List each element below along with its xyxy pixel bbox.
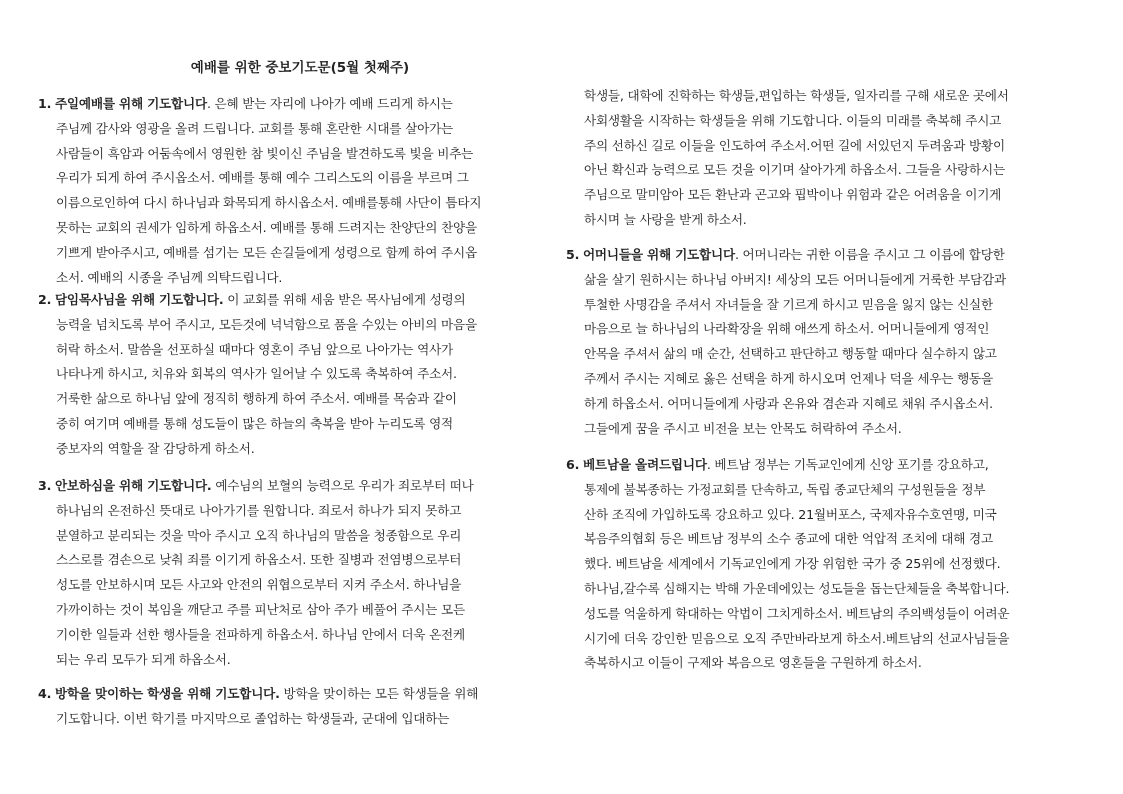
item-line: 주께서 주시는 지혜로 옳은 선택을 하게 하시오며 언제나 덕을 세우는 행동을 [584,370,993,386]
item-line: 되는 우리 모두가 되게 하옵소서. [56,651,231,667]
item-line: 마음으로 늘 하나님의 나라확장을 위해 애쓰게 하소서. 어머니들에게 영적인 [584,321,990,337]
item-line: 분열하고 분리되는 것을 막아 주시고 오직 하나님의 말씀을 청종함으로 우리 [56,527,462,543]
item-text: . 어머니라는 귀한 이름을 주시고 그 이름에 합당한 [734,247,1005,262]
item-line: 성도를 안보하시며 모든 사고와 안전의 위협으로부터 지켜 주소서. 하나님을 [56,577,462,593]
item-line: 이름으로인하여 다시 하나님과 화목되게 하시옵소서. 예배를통해 사단이 틈타지 [56,195,482,211]
item-line: 투철한 사명감을 주셔서 자녀들을 잘 기르게 하시고 믿음을 잃지 않는 신실한 [584,296,993,312]
item-line: 하게 하옵소서. 어머니들에게 사랑과 온유와 겸손과 지혜로 채워 주시옵소서. [584,395,993,411]
item-line: 가까이하는 것이 복임을 깨닫고 주를 피난처로 삼아 주가 베풀어 주시는 모든 [56,601,465,617]
item-line: 기이한 일들과 선한 행사들을 전파하게 하옵소서. 하나님 안에서 더욱 온전케 [56,626,465,642]
item-heading: 담임목사님을 위해 기도합니다. [54,292,224,307]
item-line: 소서. 예배의 시종을 주님께 의탁드립니다. [56,269,283,285]
item-line: 우리가 되게 하여 주시옵소서. 예배를 통해 예수 그리스도의 이름을 부르며 그 [56,170,469,186]
prayer-item-6 [566,453,1009,676]
item-number: 2. [38,292,52,307]
item-line: 못하는 교회의 권세가 임하게 하옵소서. 예배를 통해 드려지는 찬양단의 찬양을 [56,219,477,235]
prayer-item-4-continued [566,84,1009,233]
item-line: 하나님,갈수록 심해지는 박해 가운데에있는 성도들을 돕는단체들을 축복합니다. [584,580,1010,596]
item-heading: 방학을 맞이하는 학생을 위해 기도합니다. [54,686,280,701]
prayer-item-5 [566,243,1006,441]
prayer-item-1 [38,92,481,290]
item-number: 3. [38,478,52,493]
item-heading: 안보하심을 위해 기도합니다. [54,478,212,493]
item-line: 능력을 넘치도록 부어 주시고, 모든것에 넉넉함으로 품을 수있는 아비의 마음을 [56,316,477,332]
item-line: 중보자의 역할을 잘 감당하게 하소서. [56,440,255,456]
item-line: 스스로를 겸손으로 낮춰 죄를 이기게 하옵소서. 또한 질병과 전염병으로부터 [56,552,462,568]
item-line: 아닌 확신과 능력으로 모든 것을 이기며 살아가게 하옵소서. 그들을 사랑하시는 [584,162,1005,178]
item-line: 학생들, 대학에 진학하는 학생들,편입하는 학생들, 일자리를 구해 새로운 곳에서 [584,88,1009,103]
item-line: 축복하시고 이들이 구제와 복음으로 영혼들을 구원하게 하소서. [584,655,922,671]
item-line: 통제에 불복종하는 가정교회를 단속하고, 독립 종교단체의 구성원들을 정부 [584,481,986,497]
item-line: 삶을 살기 원하시는 하나님 아버지! 세상의 모든 어머니들에게 거룩한 부담감과 [584,271,1006,287]
item-heading: 베트남을 올려드립니다 [582,457,707,472]
item-line: 거룩한 삶으로 하나님 앞에 정직히 행하게 하여 주소서. 예배를 목숨과 같이 [56,391,457,407]
item-line: 산하 조직에 가입하도록 강요하고 있다. 21월버포스, 국제자유수호연맹, 미국 [584,506,997,522]
item-number: 4. [38,686,52,701]
item-line: 나타나게 하시고, 치유와 회복의 역사가 일어날 수 있도록 축복하여 주소서. [56,366,457,382]
item-line: 주님께 감사와 영광을 올려 드립니다. 교회를 통해 혼란한 시대를 살아가는 [56,120,453,136]
item-text: . 베트남 정부는 기독교인에게 신앙 포기를 강요하고, [706,457,989,472]
item-heading: 주일예배를 위해 기도합니다 [54,96,207,111]
item-number: 6. [566,457,580,472]
item-line: 안목을 주셔서 삶의 매 순간, 선택하고 판단하고 행동할 때마다 실수하지 않고 [584,346,997,362]
item-line: 하나님의 온전하신 뜻대로 나아가기를 원합니다. 죄로서 하나가 되지 못하고 [56,502,462,518]
item-line: 허락 하소서. 말씀을 선포하실 때마다 영혼이 주님 앞으로 나아가는 역사가 [56,341,453,357]
item-line: 사회생활을 시작하는 학생들을 위해 기도합니다. 이들의 미래를 축복해 주시고 [584,112,1002,128]
item-line: 시기에 더욱 강인한 믿음으로 오직 주만바라보게 하소서.베트남의 선교사님들을 [584,630,1010,646]
item-line: 복음주의협회 등은 베트남 정부의 소수 종교에 대한 억압적 조치에 대해 경고 [584,531,993,547]
item-line: 기도합니다. 이번 학기를 마지막으로 졸업하는 학생들과, 군대에 입대하는 [56,710,450,726]
item-number: 5. [566,247,580,262]
item-line: 주님으로 말미암아 모든 환난과 곤고와 핍박이나 위험과 같은 어려움을 이기게 [584,187,1002,203]
item-line: 성도를 억울하게 학대하는 악법이 그치게하소서. 베트남의 주의백성들이 어려운 [584,605,1010,621]
page-title: 예배를 위한 중보기도문(5월 첫째주) [190,60,410,76]
item-number: 1. [38,96,52,111]
prayer-item-3 [38,474,474,672]
item-heading: 어머니들을 위해 기도합니다 [582,247,735,262]
prayer-item-2 [38,288,477,462]
item-text: . 은혜 받는 자리에 나아가 예배 드리게 하시는 [206,96,453,111]
item-line: 사람들이 흑암과 어둠속에서 영원한 참 빛이신 주님을 발견하도록 빛을 비추는 [56,145,474,161]
item-line: 기쁘게 받아주시고, 예배를 섬기는 모든 손길들에게 성령으로 함께 하여 주시옵 [56,244,477,260]
item-text: 이 교회를 위해 세움 받은 목사님에게 성령의 [223,292,466,307]
item-text: 방학을 맞이하는 모든 학생들을 위해 [279,686,479,701]
item-line: 중히 여기며 예배를 통해 성도들이 많은 하늘의 축복을 받아 누리도록 영적 [56,415,453,431]
item-text: 예수님의 보혈의 능력으로 우리가 죄로부터 떠나 [211,478,474,493]
item-line: 했다. 베트남을 세계에서 기독교인에게 가장 위험한 국가 중 25위에 선정했다. [584,556,1001,572]
prayer-item-4 [38,682,478,732]
item-line: 그들에게 꿈을 주시고 비전을 보는 안목도 허락하여 주소서. [584,420,902,436]
item-line: 하시며 늘 사랑을 받게 하소서. [584,211,747,227]
item-line: 주의 선하신 길로 이들을 인도하여 주소서.어떤 길에 서있던지 두려움과 방황이 [584,137,1005,153]
